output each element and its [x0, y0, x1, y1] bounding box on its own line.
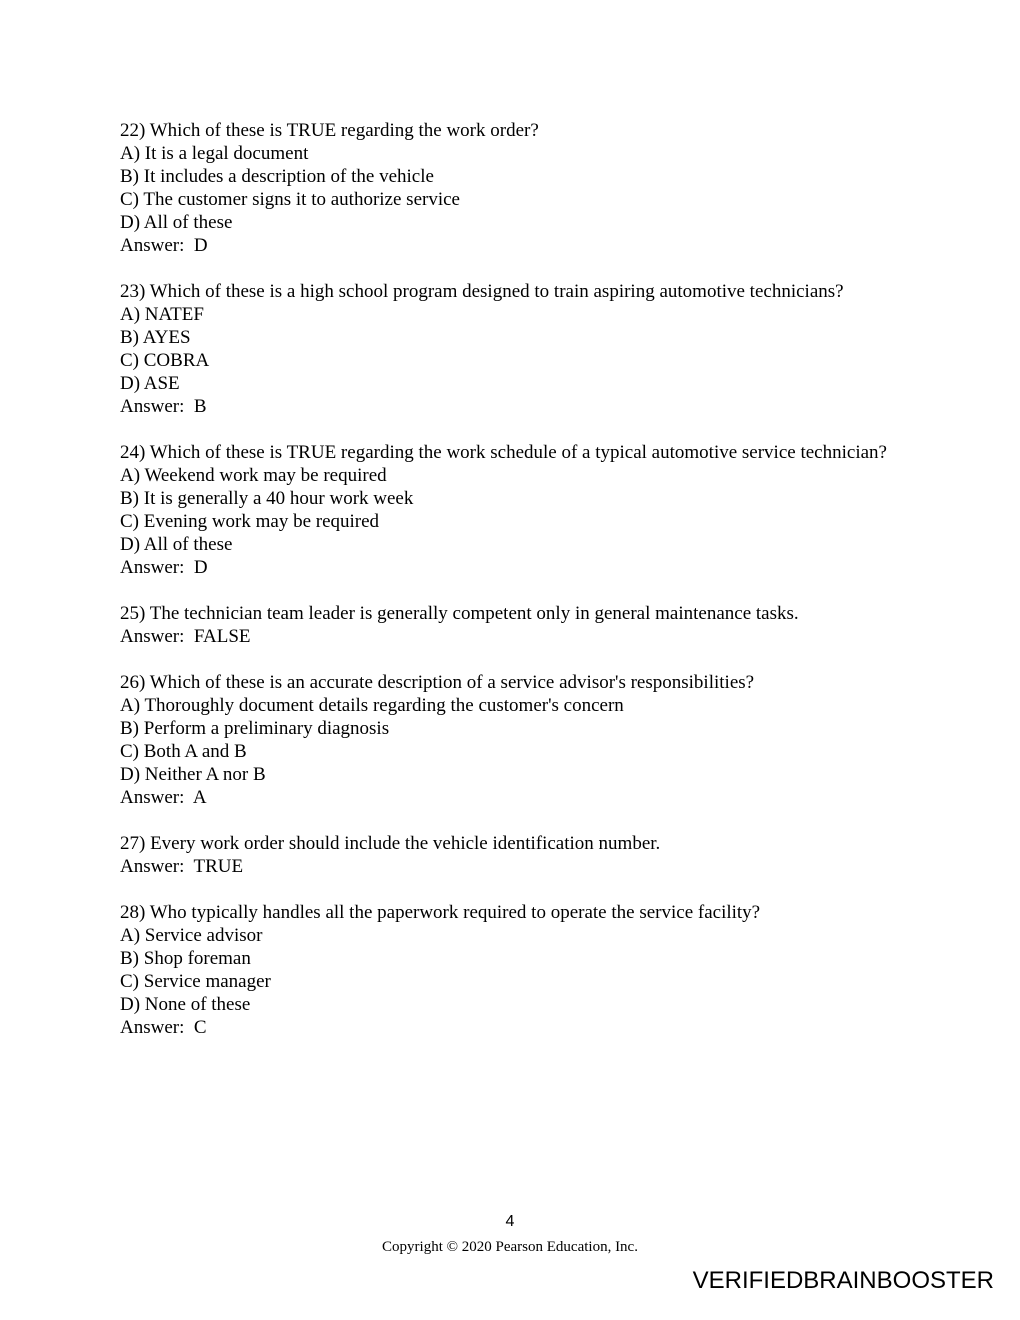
question-text: 27) Every work order should include the vehicle identification number.: [120, 833, 661, 854]
watermark-text: VERIFIEDBRAINBOOSTER: [692, 1267, 994, 1294]
option-a: A) It is a legal document: [120, 143, 309, 164]
option-c: C) Service manager: [120, 971, 271, 992]
question-22: [120, 119, 900, 257]
option-b: B) It is generally a 40 hour work week: [120, 488, 414, 509]
option-c: C) COBRA: [120, 350, 210, 371]
answer: Answer: D: [120, 557, 208, 578]
answer: Answer: FALSE: [120, 626, 251, 647]
answer: Answer: A: [120, 787, 207, 808]
question-text: 22) Which of these is TRUE regarding the work order?: [120, 120, 539, 141]
option-b: B) Shop foreman: [120, 948, 251, 969]
option-a: A) Service advisor: [120, 925, 263, 946]
option-d: D) All of these: [120, 534, 233, 555]
question-text: 25) The technician team leader is generally competent only in general maintenance tasks.: [120, 603, 799, 624]
question-26: [120, 671, 900, 809]
option-c: C) Both A and B: [120, 741, 247, 762]
option-d: D) All of these: [120, 212, 233, 233]
answer: Answer: TRUE: [120, 856, 244, 877]
option-b: B) It includes a description of the vehicle: [120, 166, 434, 187]
question-list: [120, 119, 900, 1062]
option-a: A) Weekend work may be required: [120, 465, 387, 486]
option-a: A) Thoroughly document details regarding the customer's concern: [120, 695, 624, 716]
option-d: D) Neither A nor B: [120, 764, 266, 785]
copyright-notice: Copyright © 2020 Pearson Education, Inc.: [382, 1239, 638, 1255]
answer: Answer: B: [120, 396, 207, 417]
option-b: B) Perform a preliminary diagnosis: [120, 718, 390, 739]
question-24: [120, 441, 900, 579]
option-c: C) Evening work may be required: [120, 511, 380, 532]
question-text: 23) Which of these is a high school program designed to train aspiring automotive technicians?: [120, 281, 844, 302]
question-text: 26) Which of these is an accurate description of a service advisor's responsibilities?: [120, 672, 755, 693]
question-25: [120, 602, 900, 648]
option-d: D) ASE: [120, 373, 180, 394]
question-28: [120, 901, 900, 1039]
page-number: 4: [505, 1213, 515, 1230]
option-d: D) None of these: [120, 994, 251, 1015]
question-text: 28) Who typically handles all the paperwork required to operate the service facility?: [120, 902, 761, 923]
answer: Answer: C: [120, 1017, 207, 1038]
answer: Answer: D: [120, 235, 208, 256]
option-c: C) The customer signs it to authorize service: [120, 189, 460, 210]
option-a: A) NATEF: [120, 304, 204, 325]
question-23: [120, 280, 900, 418]
option-b: B) AYES: [120, 327, 191, 348]
question-text: 24) Which of these is TRUE regarding the work schedule of a typical automotive service technician?: [120, 442, 887, 463]
question-27: [120, 832, 900, 878]
